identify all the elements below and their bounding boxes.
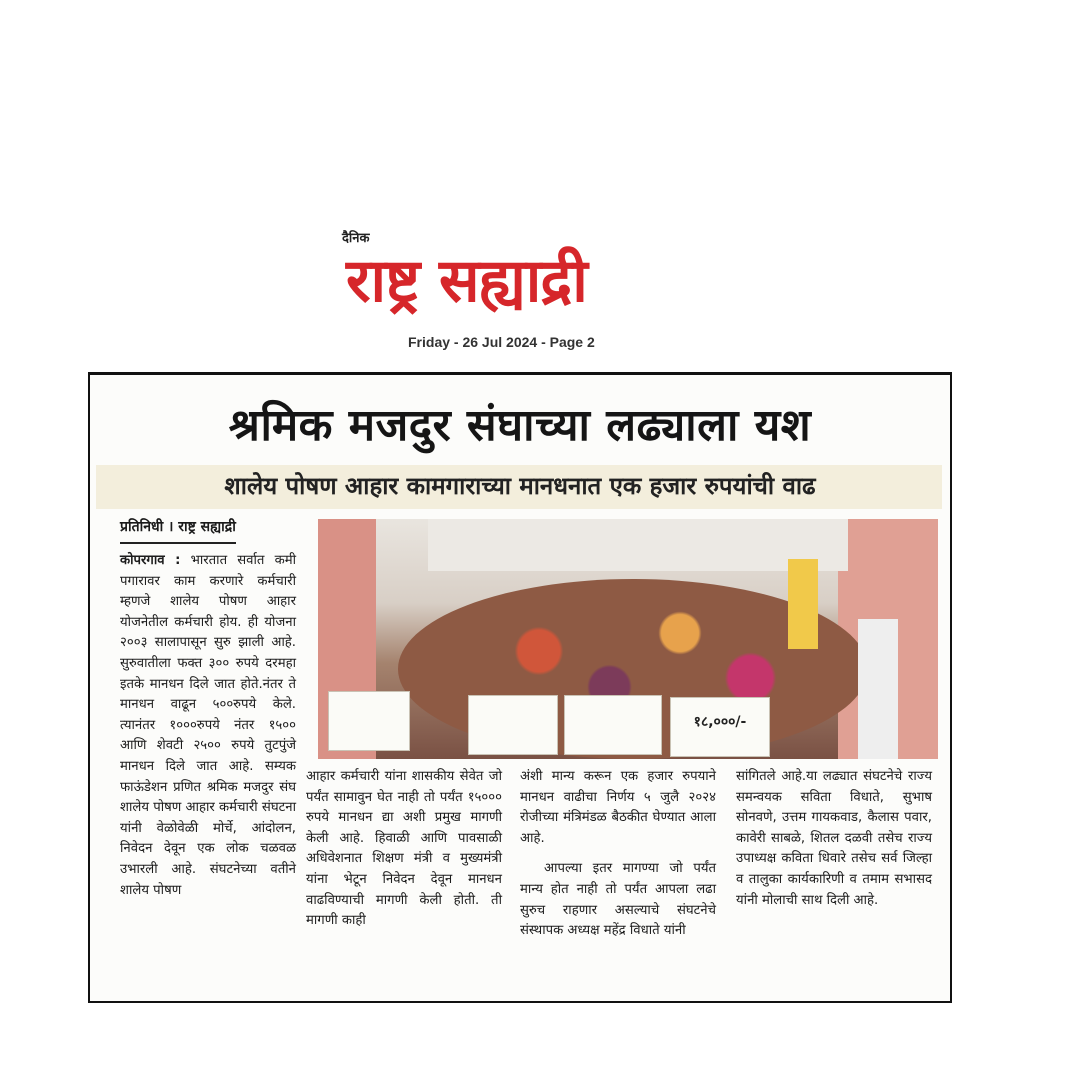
article-byline: प्रतिनिधी । राष्ट्र सह्याद्री <box>120 517 236 544</box>
article-column-3-text-a: अंशी मान्य करून एक हजार रुपयाने मानधन वाढीचा निर्णय ५ जुलै २०२४ रोजीच्या मंत्रिमंडळ बैठकीत घेण्यात आला आहे. <box>520 769 716 846</box>
photo-person-white <box>858 619 898 759</box>
photo-banner-amount <box>670 697 770 757</box>
photo-banner-1 <box>328 691 410 751</box>
article-column-2 <box>306 767 502 932</box>
photo-banner-3 <box>564 695 662 755</box>
edition-dateline: Friday - 26 Jul 2024 - Page 2 <box>408 334 595 350</box>
article-column-2-text: आहार कर्मचारी यांना शासकीय सेवेत जो पर्यंत सामावुन घेत नाही तो पर्यंत १५००० रुपये मानधन द्या अशी प्रमुख मागणी केली आहे. हिवाळी आणि पावसाळी अधिवेशनात शिक्षण मंत्री व मुख्यमंत्री यांना भेटून निवेदन देवून मानधन वाढविण्याची मागणी केली होती. ती मागणी काही <box>306 769 502 929</box>
article-subheadline: शालेय पोषण आहार कामगाराच्या मानधनात एक हजार रुपयांची वाढ <box>224 472 816 500</box>
newspaper-logo: राष्ट्र सह्याद्री <box>346 246 587 316</box>
article-column-1 <box>120 551 296 901</box>
article-place: कोपरगाव : <box>120 553 181 568</box>
article-column-4 <box>736 767 932 911</box>
photo-building <box>428 519 848 571</box>
article-headline: श्रमिक मजदुर संघाच्या लढ्याला यश <box>228 400 812 451</box>
article-column-1-text: भारतात सर्वात कमी पगारावर काम करणारे कर्मचारी म्हणजे शालेय पोषण आहार योजनेतील कर्मचारी होय. ही योजना २००३ सालापासून सुरु झाली आहे. सुरुवातीला फक्त ३०० रुपये दरमहा इतके मानधन दिले जात होते.नंतर ते मानधन वाढून ५००रुपये केले. त्यानंतर १०००रुपये नंतर १५०० आणि शेवटी २५०० रुपये तुटपुंजे मानधन दिले जात आहे. सम्यक फाऊंडेशन प्रणित श्रमिक मजदुर संघ शालेय पोषण आहार कर्मचारी संघटना यांनी वेळोवेळी मोर्चे, आंदोलन, निवेदन देवून एक लोक चळवळ उभारली आहे. संघटनेच्या वतीने शालेय पोषण <box>120 553 296 898</box>
photo-banner-2 <box>468 695 558 755</box>
article-column-3 <box>520 767 716 942</box>
dainik-label: दैनिक <box>342 231 370 246</box>
protest-photo <box>318 519 938 759</box>
banner-amount-text: १८,०००/- <box>693 714 747 730</box>
photo-person-yellow <box>788 559 818 649</box>
newspaper-masthead <box>330 222 690 362</box>
article-column-3-text-b: आपल्या इतर मागण्या जो पर्यंत मान्य होत नाही तो पर्यंत आपला लढा सुरुच राहणार असल्याचे संघटनेचे संस्थापक अध्यक्ष महेंद्र विधाते यांनी <box>520 861 716 939</box>
news-clipping <box>88 372 952 1003</box>
article-column-4-text: सांगितले आहे.या लढ्यात संघटनेचे राज्य समन्वयक सविता विधाते, सुभाष सोनवणे, उत्तम गायकवाड, कैलास पवार, कावेरी साबळे, शितल दळवी तसेच राज्य उपाध्यक्ष कविता धिवारे तसेच सर्व जिल्हा व तालुका कार्यकारिणी व तमाम सभासद यांनी मोलाची साथ दिली आहे. <box>736 769 932 908</box>
